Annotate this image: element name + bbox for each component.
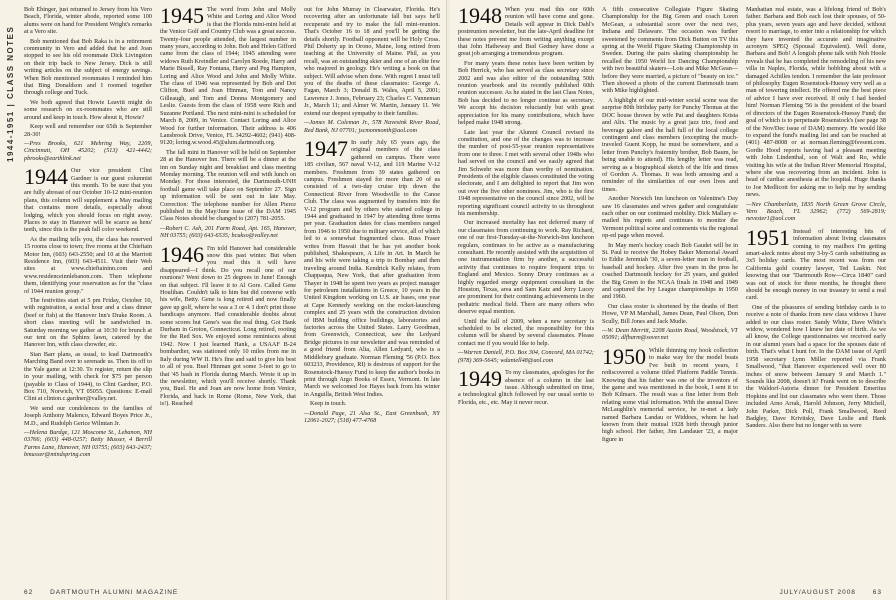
right-page xyxy=(450,0,896,600)
section-tab xyxy=(6,14,20,164)
note-paragraph: In May men's hockey coach Bob Gaudet will be in St. Paul to receive the Hobey Baker Memorial Award to Eddie Jeremiah '30, a seven-letter man in football, baseball and hockey. After five years in the pros he coached Dartmouth hockey for 25 years, and guided the Big Green to the NCAA finals in 1948 and 1949 and captured the Ivy League championships in 1950 and 1960. xyxy=(602,241,738,301)
note-paragraph: The festivities start at 5 pm Friday, October 10, with registration, a social hour and a class dinner (beef or fish) at the Hanover Inn's Drake Room. A short class meeting will be sandwiched in. Saturday morning we gather at 10:30 for brunch at our tent on the Sphinx lawn, catered by the Hanover Inn, with class chowder, etc. xyxy=(24,297,152,349)
column-4 xyxy=(458,6,594,408)
note-paragraph: One of the pleasures of sending birthday cards is to receive a note of thanks from new class widows I have added to our class roster. Sandy White, Dave White's widow, wondered how I knew her date of birth. As we all know, the College questionnaires we received early in our alumni years had a space for the spouses date of birth. That's what I hunt for. In the DAM issue of April 1958 secretary Lynn Miller reported via Frank Smallwood, "that Hanover experienced well over 80 inches of snow between January 9 and March 1." Sounds like 2008, doesn't it? Frank went on to describe the Waldorf-Astoria dinner for President Emeritus Hopkins and list our classmates who were there. Those included Arno Arrak, Harold Johnson, Jerry Mitchell, John Parker, Dick Poll, Frank Smallwood, Reed Badgley, Dave Krivitsky, Dave Leslie and Hank Sanders. Also there but no longer with us were xyxy=(746,303,886,430)
class-secretary-signature: —Donald Page, 21 Alsa St., East Greenbush, NY 12061-2027; (518) 477-4768 xyxy=(304,409,440,424)
note-paragraph: A highlight of our mid-winter social scene was the surprise 80th birthday party for Punchy Thomas at the DOC house thrown by wife Pat and daughters Krista and Alix. The music by a great jazz trio, food and beverage galore and the hall full of the local college contingent and class members (excepting the much-traveled Guent Kopp, he must be somewhere, and a letter from Punchy's fraternity brother, Bob Baum, he being unable to attend). His lengthy letter was read, serving as a biographical sketch of the life and times of Gordon A. Thomas. It was both amusing and a reminder of the similarities of our own lives and times. xyxy=(602,96,738,193)
note-paragraph: Stan Barr plans, as usual, to lead Dartmouth's Marching Band over to serenade us. Then its off to the Yale game at 12:30. To register, return the slip in your mailing, with check for $75 per person (payable to Class of 1944), to Clint Gardner, P.O. Box 710, Norwich, VT 05055. Questions: E-mail Clint at clinton.c.gardner@valley.net. xyxy=(24,350,152,403)
class-secretary-signature: —Robert C. Ash, 201 Farm Road, Apt. 165, Hanover, NH 03755; (603) 643-6535; bcukso@valley.net xyxy=(160,224,296,240)
note-paragraph: Keep in touch. xyxy=(310,400,347,408)
section-tab-label: 1944-1951 | CLASS NOTES xyxy=(6,25,15,162)
left-footer xyxy=(24,589,178,596)
left-page xyxy=(0,0,447,600)
note-paragraph: Our class roster is shortened by the deaths of Bert Howe, VP M Marshall, James Dean, Paul Olson, Don Scully, Bill Jones and Jack Mudie. xyxy=(602,302,738,325)
column-5 xyxy=(602,6,738,445)
class-year-heading: 1947 xyxy=(304,135,348,161)
class-secretary-signature: —Warren Daniell, P.O. Box 304, Concord, MA 01742; (978) 369-5645; wdaniell48@aol.com xyxy=(458,349,594,364)
note-paragraph: I'm told Hanover had considerable snow this past winter. But when you read this it will have disappeared—I think. Do you recall one of our reunions? Went down to 25 degrees in June! Enough on that subject. I'll leave it to Al Gore. Called Gene Houlihan. Couldn't talk to him but did converse with his wife, Betty. Gene is long retired and now finally gave up golf, where he was a 3 or 4. I don't print those handicaps anymore. Had considerable doubts about some scores but Gene's was the real thing. Got Hank Durham in Groton, Connecticut. Long retired, rooting for the Red Sox. We enjoyed some reminisces about 1942. Now I just learned Hank, a USAAF B-24 bombardier, was stationed only 10 miles from me in Italy during WW II. He's fine and said to give his best to all of you. Buel Hinman got some 3-feet to go to that '45 bash in Florida during March. Wrote it up in the newsletter, which you'll receive shortly. Thank you, Buel. He and Joan are now home from Venice, Florida, and back in Rome (Rome, New York, that is!). Reached xyxy=(160,244,296,408)
column-1 xyxy=(24,6,152,464)
note-paragraph: out for John Murray in Clearwater, Florida. He's recovering after an unfortunate fall but says he'll recuperate and try to make the fall mini-reunion. That's October 16 to 18 and you'll be getting the details shortly. Football opponent will be Holy Cross. Phil Doherty up in Orono, Maine, long retired from teaching at the University of Maine. Phil, as you recall, was an outstanding skier and one of an elite few who majored in geology. He's writing a book on that subject. Will advise when done. With regret I must tell you of the deaths of these classmates: George A. Fagan, March 3; Donald B. Wales, April 5, 2001; Lawrence J. Jones, February 23; Charles C. Vanneman Jr., March 11; and Almer W. Martin, January 11. We extend our deepest sympathy to their families. xyxy=(304,6,440,117)
class-year-heading: 1948 xyxy=(458,6,502,28)
magazine-title: DARTMOUTH ALUMNI MAGAZINE xyxy=(50,589,179,596)
page-number: 62 xyxy=(24,589,34,596)
note-paragraph: Keep well and remember our 65th is September 28-30! xyxy=(24,123,152,138)
class-secretary-signature: —W. Dean Merritt, 2208 Austin Road, Woodstock, VT 05091; dlfharm@sover.net xyxy=(602,327,738,342)
class-year-heading: 1949 xyxy=(458,366,502,392)
issue-date: JULY/AUGUST 2008 xyxy=(779,589,856,596)
note-paragraph: While thinning my book collection to make way for the model boats I've built in recent years, I rediscovered a volume titled Platform Paddle Tennis. Knowing that his father was one of the inventors of the game and was mentioned in the book, I sent it to Bob Kilmarx. The result was a fine letter from Bob relating some vital information. With the annual Dave McLaughlin's memorial service, he re-met a lady named Barbara Landau or Widdoes, whom he had known from their mutual 1928 birth through junior high school. Her father, Jim Landauer '23, a major figure in xyxy=(602,346,738,443)
class-secretary-signature: —Nev Chamberlain, 1835 North Green Grove Circle, Vero Beach, FL 32962; (772) 569-2819; nevester1@aol.com xyxy=(746,200,886,223)
class-secretary-signature: —Helena Burdge, 121 Moscome St., Lebanon, NH 03766; (603) 448-0257; Betty Musser, 4 Berrill Farms Lane, Hanover, NH 03755; (603) 643-2437; bmusser@mindspring.com xyxy=(24,428,152,459)
column-2 xyxy=(160,6,296,410)
note-paragraph: The fall mini in Hanover will be held on September 28 at the Hanover Inn. There will be a dinner at the inn on Sunday night and breakfast and class meeting Monday morning. The reunion will end with lunch on Monday. For those interested, the Dartmouth-UNH football game will take place on September 27. Sign up information will be sent out in late May. Correction: The telephone number for Allen Pierce published in the May/June issue of the DAM 1945 Class Notes should be changed to (207) 781-2055. xyxy=(160,148,296,223)
class-secretary-signature: —James M. Coleman Jr., 578 Navesink River Road, Red Bank, NJ 07701; jscmonmonth@aol.com xyxy=(304,119,440,134)
note-paragraph: We both agreed that Howie Leavitt might do some research on ex-roommates who are still around and keep in touch. How about it, Howie? xyxy=(24,98,152,121)
note-paragraph: Manhattan real estate, was a lifelong friend of Bob's father. Barbara and Bob each lost their spouses, of 50-plus years, seven years ago and have decided, without resort to marriage, to enter into a relationship for which they have invented the accurate and imaginative acronym SPEQ (Spousal Equivalent). Well done, Barbara and Bob! A longish phone talk with Nob Hoole reveals that he has completed the remodeling of his new villa in Naples, Florida, while hobbling about with a damaged Achilles tendon. I remember the late professor of philosophy Eugen Rosenstock-Huessy very well as a man of towering intellect. He offered me the best piece of advice I have ever received. If only I had heeded him! Norman Fleming '56 is the president of the board of directors of the Eugen Rosenstock-Huessy Fund; the goal of which is to perpetuate Rosenstock's (see page 38 of the Nov/Dec issue of DAM) memory. He would like to expand the fund's mailing list and can be reached at (401) 487-8008 or at norman.fleming@fsvsent.com. Gordie Hood reports having had a pleasant meeting with John Lindenthal, son of Walt and Ro, while visiting his wife at the Indian River Memorial Hospital, where she was recovering from an incident. John is head of cardiac anesthesia at the hospital. Huge thanks to Joe Medlicott for asking me to help me by sending news. xyxy=(746,6,886,199)
right-footer xyxy=(779,589,882,596)
note-paragraph: For many years these notes have been written by Bob Herrick, who has served as class secretary since 2002 and was also editor of the outstanding 50th reunion yearbook and its recently published 60th reunion successor. As he stated in the last Class Notes, Bob has decided to no longer continue as secretary. We accept his decision reluctantly but with great appreciation for his many contributions, which have helped make 1948 strong. xyxy=(458,59,594,127)
note-paragraph: When you read this our 60th reunion will have come and gone. Details will appear in Dick Dahl's postreunion newsletter, but the late-April deadline for these notes prevent me from writing anything except that John Hatheway and Bud Gedney have done a great job arranging a tremendous program. xyxy=(458,6,594,58)
note-paragraph: Instead of interesting bits of information about living classmates coming to my mailbox I'm getting smart-aleck notes about my 3-by-5 cards substituting as 3x5 holiday cards. The most recent was from our California gold country lawyer, Ted Laskin. Not knowing that our "Dartmouth Row—Circa 1840" card was out of stock for three months, he thought there should be enough money in our treasury to send a real card. xyxy=(746,227,886,302)
note-paragraph: Our vice president Clint Gardner is our guest columnist this month. To be sure that you are fully abreast of our October 10-12 mini-reunion plans, this column will supplement a May mailing that contains more details, especially about lodging, which you should focus on right away. Places to stay in Hanover will be scarce as hens' teeth, since this is the peak fall color weekend. xyxy=(24,167,152,234)
class-year-heading: 1945 xyxy=(160,6,204,28)
class-year-heading: 1950 xyxy=(602,343,646,369)
class-year-heading: 1951 xyxy=(746,224,790,250)
note-paragraph: To my classmates, apologies for the absence of a column in the last issue. Although submitted on time, a technological glitch followed by our usual sortie to Florida, etc., etc. May it never recur. xyxy=(458,369,594,406)
note-paragraph: Our increased mortality has not deferred many of our classmates from continuing to work. Ray Richard, one of our first-Tuesday-at-the-Norwich-Inn luncheon regulars, continues to be active as a manufacturing consultant. He recently assisted with the acquisition of one instrumentation firm by another, a successful activity that continues to require frequent trips to England and Mexico. Sonny Drury continues as a highly regarded energy equipment consultant in the Houston, Texas, area and Sam Katz and Jerry Lucey are prominent for their continuing achievements in the pediatric medical field. There are many others who deserve equal mention. xyxy=(458,219,594,316)
note-paragraph: Until the fall of 2009, when a new secretary is scheduled to be elected, the responsibility for this column will be shared by several classmates. Please contact me if you would like to help. xyxy=(458,317,594,347)
note-paragraph: A fifth consecutive Collegiate Figure Skating Championship for the Big Green and coach Loren McGean, a substantial score over the next two, Indiana and Delaware. The occasion was further sweetened by comments from Dick Button on TV this spring at the World Figure Skating Championship in Sweden. During the pairs skating championship he recalled the 1950 World Ice Dancing Championship with two beautiful skaters—Lois and Mike McGean—before they were married, a picture of "beauty on ice." Then showed a photo of the current Dartmouth team with Mike highlighted. xyxy=(602,6,738,95)
note-paragraph: Another Norwich Inn luncheon on Valentine's Day saw 16 classmates and wives gather and congratulate each other on our continued mobility. Dick Mallary e-mailed his regrets and continues to monitor the Vermont political scene and comments via the regional op-ed page when moved. xyxy=(602,195,738,240)
class-year-heading: 1946 xyxy=(160,241,204,267)
column-3 xyxy=(304,6,440,429)
note-paragraph: Late last year the Alumni Council revised its constitution, and one of the changes was to increase the number of post-55-year reunion representatives from one to three. I met with several other 1948s who had served on the council and we easily agreed that Jim Schwehr was more than worthy of nomination. Presidents of the eligible classes constituted the voting electorate, and I am delighted to report that Jim won out over the five other nominees. Jim, who is the first 1948 representative on the council since 2002, will be reporting significant council activity to us throughout his membership. xyxy=(458,128,594,217)
note-paragraph: Bob Ehinger, just returned to Jersey from his Vero Beach, Florida, winter abode, reported some 100 alums were on hand for President Wright's remarks at a Vero site. xyxy=(24,6,152,36)
class-secretary-signature: —Pres Brooks, 621 Mehring Way, 2209, Cincinnati, OH 45202; (513) 421-4442; pbrooks@earthlink.net xyxy=(24,139,152,162)
note-paragraph: We send our condolences to the families of Joseph Anthony Malenco, Edward Boyes Price Jr., M.D., and Rudolph Gerice Wilmtan Jr. xyxy=(24,404,152,427)
class-year-heading: 1944 xyxy=(24,164,68,190)
note-paragraph: As the mailing tells you, the class has reserved 15 rooms close to town; five rooms at the Chieftain Motor Inn, (603) 643-2550; and 10 at the Marriott Residence Inn, (603) 643-4511. Visit their Web sites at www.chieftaininn.com and www.residenceinnlebanon.com. Then telephone them, identifying your reservation as for the "class of 1944 reunion group." xyxy=(24,235,152,295)
column-6 xyxy=(746,6,886,432)
note-paragraph: The word from John and Molly White and Loring and Alice Wood is that the Florida mini-mini held at the Venice Golf and Country Club was a great success. Twenty-four people attended, the largest number in many years, according to John. Bob and Helen Gifford came from the class of 1944; 1945 attending were widows Ruth Kreindler and Carolyn Roede, Harry and Marie Bissell, Ray Fontana, Harry and Peg Hampton, Loring and Alice Wood and John and Molly White. The class of 1946 was represented by Bob and Dot Clifton, Buel and Joan Hinman, Tom and Nancy Gilleaugh, and Tom and Donna Montgomery and Leslie. Guests from the class of 1958 were Rich and Suzanne Portland. The next mini-mini is scheduled for March 8, 2009, in Venice. Contact Loring and Alice Wood for further information. Their address is 406 Lansbrook Drive, Venice, FL 34292-4602; (941) 408-9120; loring.w.wood.45@alum.dartmouth.org. xyxy=(160,6,296,147)
note-paragraph: Bob mentioned that Bob Raka is in a retirement community in Vero and added that he and Joan stopped to see his old roommate Dick Livingston on their trip back to New Jersey. Dick is still writing articles on the subject of energy savings. When Bob mentioned roommates I reminded him that Bing Donaldson and I roomed together through college and Tuck. xyxy=(24,37,152,97)
note-paragraph: In early July 65 years ago, the original members of the class gathered on campus. There were 185 civilian, 567 naval V-12, and 119 Marine V-12 members. Freshmen from 39 states gathered on campus. Freshmen stayed for more than 20 of us consisted of a two-day cruise trip down the Connecticut River from Woodsville to the Canoe Club. The class was augmented by transfers into the V-12 program and by others who started college in 1944 and graduated in 1947 by attending three terms per year. Graduation dates for class members ranged from 1946 to 1950 due to military service, all of which led to a somewhat fragmented class. Russ Fraser writes from Hawaii that he has yet another book published, Shakespeare, A Life in Art. In March he and his wife were taking a trip to Bombay and then traveling around India. Kendrick Kelly relates, from Chappaqua, New York, that after graduation from Thayer in 1948 he spent two years as project manager for petroleum installations in Greece, 10 years in the United Kingdom working on U.S. air bases, one year at Cape Kennedy working on the rocket-launching complex and 25 years with the construction division of IBM building office buildings, laboratories and factories across the United States. Larry Goodman, from Greenwich, Connecticut, saw the Ledyard Bridge pictures in our newsletter and was reminded of a good friend from Alta, Allen Ledyard, who is a Middlebury graduate. Norman Fleming '56 (P.O. Box 603233, Providence, RI) is desirous of support for the Rosenstock-Huessy Fund to keep the author's books in print through Argo Books of Essex, Vermont. In late March we welcomed Joe Hayes back from his winter in Anguilla, British West Indies. xyxy=(304,138,440,398)
page-number: 63 xyxy=(872,589,882,596)
